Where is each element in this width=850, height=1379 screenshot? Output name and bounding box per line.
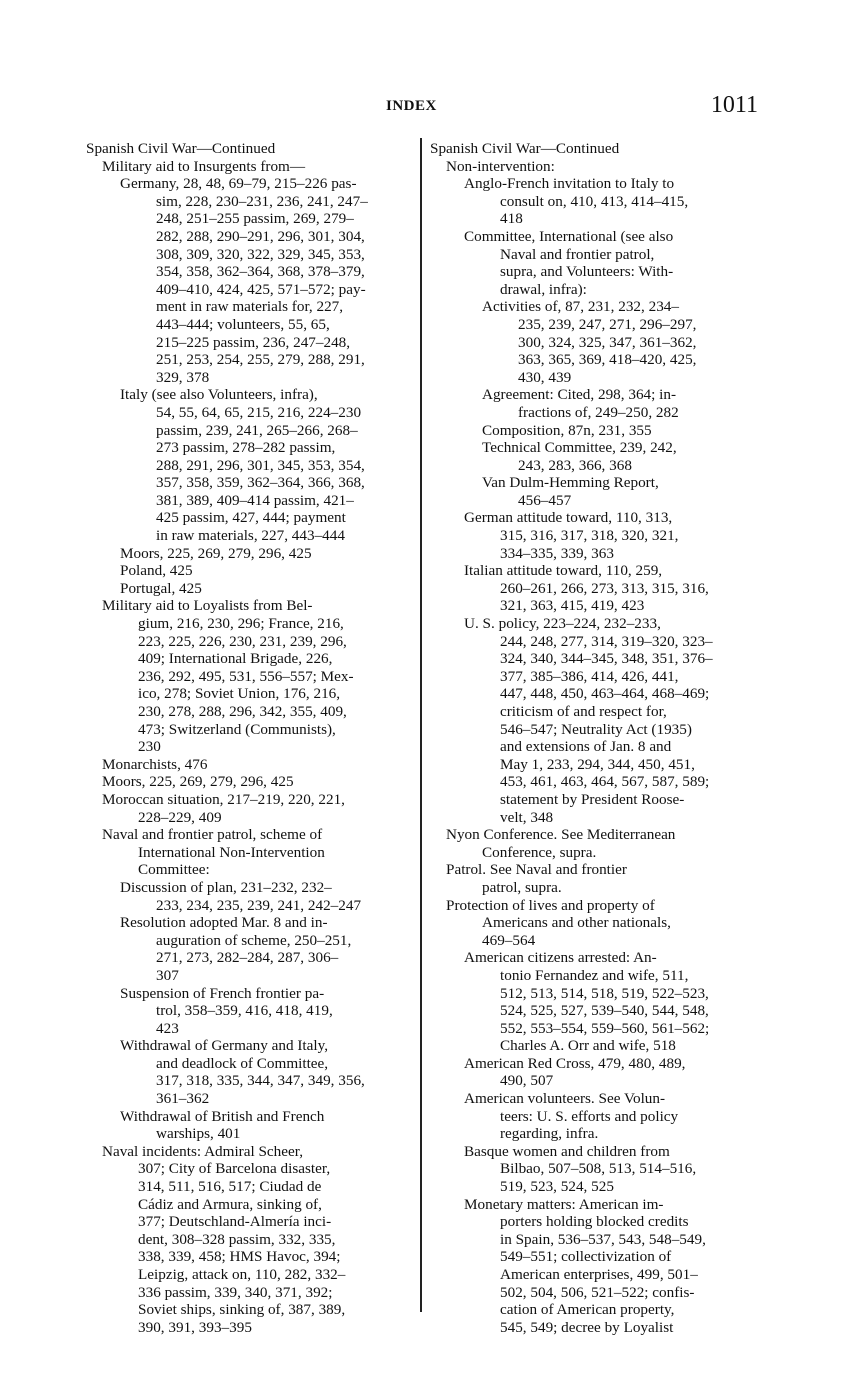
- index-line: 502, 504, 506, 521–522; confis-: [500, 1283, 695, 1301]
- index-line: Charles A. Orr and wife, 518: [500, 1037, 676, 1055]
- index-line: Patrol. See Naval and frontier: [446, 861, 627, 879]
- index-line: 490, 507: [500, 1072, 554, 1090]
- index-column-right: [430, 140, 760, 1336]
- index-line: 338, 339, 458; HMS Havoc, 394;: [138, 1248, 341, 1266]
- index-line: patrol, supra.: [482, 878, 562, 896]
- index-line: 361–362: [156, 1090, 210, 1108]
- index-line: American enterprises, 499, 501–: [500, 1266, 698, 1283]
- index-line: Non-intervention:: [446, 157, 555, 175]
- index-line: Withdrawal of Germany and Italy,: [120, 1037, 328, 1055]
- index-line: trol, 358–359, 416, 418, 419,: [156, 1002, 333, 1020]
- index-line: 251, 253, 254, 255, 279, 288, 291,: [156, 351, 365, 369]
- index-line: American volunteers. See Volun-: [464, 1090, 666, 1108]
- index-line: 549–551; collectivization of: [500, 1248, 672, 1266]
- index-line: 233, 234, 235, 239, 241, 242–247: [156, 896, 362, 914]
- index-line: Poland, 425: [120, 562, 193, 580]
- index-line: 524, 525, 527, 539–540, 544, 548,: [500, 1002, 709, 1020]
- index-line: 271, 273, 282–284, 287, 306–: [156, 949, 339, 967]
- index-line: Germany, 28, 48, 69–79, 215–226 pas-: [120, 175, 357, 193]
- index-line: passim, 239, 241, 265–266, 268–: [156, 421, 358, 439]
- index-line: 324, 340, 344–345, 348, 351, 376–: [500, 650, 713, 668]
- index-line: 315, 316, 317, 318, 320, 321,: [500, 527, 679, 545]
- index-line: 456–457: [518, 491, 572, 509]
- index-line: 244, 248, 277, 314, 319–320, 323–: [500, 632, 713, 650]
- index-line: American Red Cross, 479, 480, 489,: [464, 1054, 686, 1072]
- index-line: 423: [156, 1019, 179, 1037]
- index-line: 248, 251–255 passim, 269, 279–: [156, 210, 354, 228]
- index-line: Committee, International (see also: [464, 227, 674, 245]
- index-line: cation of American property,: [500, 1301, 675, 1319]
- index-line: 260–261, 266, 273, 313, 315, 316,: [500, 579, 709, 597]
- index-line: 336 passim, 339, 340, 371, 392;: [138, 1283, 333, 1301]
- index-line: 381, 389, 409–414 passim, 421–: [156, 491, 354, 509]
- index-line: Americans and other nationals,: [482, 914, 671, 932]
- index-line: Soviet ships, sinking of, 387, 389,: [138, 1301, 346, 1319]
- index-column-left: [86, 140, 416, 1336]
- index-line: Composition, 87n, 231, 355: [482, 421, 652, 439]
- index-line: 473; Switzerland (Communists),: [138, 720, 336, 738]
- index-line: Military aid to Insurgents from—: [102, 157, 306, 175]
- index-line: 430, 439: [518, 368, 572, 386]
- index-line: 307: [156, 966, 179, 984]
- index-line: International Non-Intervention: [138, 843, 325, 861]
- index-line: 288, 291, 296, 301, 345, 353, 354,: [156, 456, 365, 474]
- index-line: drawal, infra):: [500, 280, 587, 298]
- column-divider: [420, 138, 422, 1312]
- index-line: 425 passim, 427, 444; payment: [156, 509, 346, 527]
- index-line: Suspension of French frontier pa-: [120, 984, 325, 1002]
- index-line: Cádiz and Armura, sinking of,: [138, 1195, 322, 1213]
- index-line: in raw materials, 227, 443–444: [156, 527, 345, 545]
- index-line: 54, 55, 64, 65, 215, 216, 224–230: [156, 403, 362, 421]
- index-line: Anglo-French invitation to Italy to: [464, 175, 675, 193]
- index-line: in Spain, 536–537, 543, 548–549,: [500, 1230, 706, 1248]
- index-line: 545, 549; decree by Loyalist: [500, 1318, 674, 1336]
- index-line: and deadlock of Committee,: [156, 1054, 329, 1072]
- index-line: 546–547; Neutrality Act (1935): [500, 720, 692, 738]
- index-line: 512, 513, 514, 518, 519, 522–523,: [500, 984, 709, 1002]
- index-line: auguration of scheme, 250–251,: [156, 931, 352, 949]
- index-line: 357, 358, 359, 362–364, 366, 368,: [156, 474, 365, 492]
- index-line: Protection of lives and property of: [446, 896, 655, 914]
- index-line: May 1, 233, 294, 344, 450, 451,: [500, 755, 695, 773]
- index-line: Withdrawal of British and French: [120, 1107, 325, 1125]
- running-title: INDEX: [386, 98, 437, 114]
- index-line: 243, 283, 366, 368: [518, 456, 632, 474]
- index-line: 418: [500, 210, 523, 228]
- index-line: 453, 461, 463, 464, 567, 587, 589;: [500, 773, 710, 791]
- index-line: 377, 385–386, 414, 426, 441,: [500, 667, 679, 685]
- index-line: 519, 523, 524, 525: [500, 1178, 614, 1196]
- index-line: Portugal, 425: [120, 579, 202, 597]
- index-line: 469–564: [482, 931, 536, 949]
- index-line: warships, 401: [156, 1125, 241, 1143]
- index-line: supra, and Volunteers: With-: [500, 263, 674, 281]
- index-line: Basque women and children from: [464, 1142, 670, 1160]
- index-line: 235, 239, 247, 271, 296–297,: [518, 315, 697, 333]
- index-line: Resolution adopted Mar. 8 and in-: [120, 914, 328, 932]
- index-line: fractions of, 249–250, 282: [518, 403, 679, 421]
- index-line: Italy (see also Volunteers, infra),: [120, 386, 318, 404]
- index-line: Agreement: Cited, 298, 364; in-: [482, 386, 677, 404]
- index-line: criticism of and respect for,: [500, 703, 667, 720]
- index-line: 300, 324, 325, 347, 361–362,: [518, 333, 697, 351]
- index-line: 230, 278, 288, 296, 342, 355, 409,: [138, 703, 347, 720]
- index-line: 273 passim, 278–282 passim,: [156, 439, 336, 457]
- index-line: dent, 308–328 passim, 332, 335,: [138, 1230, 336, 1248]
- index-line: 317, 318, 335, 344, 347, 349, 356,: [156, 1072, 365, 1090]
- index-line: Committee:: [138, 861, 210, 879]
- index-line: regarding, infra.: [500, 1125, 599, 1143]
- index-line: 308, 309, 320, 322, 329, 345, 353,: [156, 245, 365, 263]
- index-line: 409–410, 424, 425, 571–572; pay-: [156, 280, 366, 298]
- index-line: Military aid to Loyalists from Bel-: [102, 597, 313, 615]
- index-line: Italian attitude toward, 110, 259,: [464, 562, 663, 580]
- index-line: U. S. policy, 223–224, 232–233,: [464, 615, 661, 633]
- index-line: Naval incidents: Admiral Scheer,: [102, 1142, 303, 1160]
- index-line: Van Dulm-Hemming Report,: [482, 474, 659, 492]
- index-line: ico, 278; Soviet Union, 176, 216,: [138, 685, 341, 703]
- index-line: 236, 292, 495, 531, 556–557; Mex-: [138, 667, 354, 685]
- index-line: Spanish Civil War—Continued: [86, 140, 276, 157]
- index-line: 230: [138, 738, 161, 756]
- index-line: Moors, 225, 269, 279, 296, 425: [120, 544, 312, 562]
- index-line: 552, 553–554, 559–560, 561–562;: [500, 1019, 710, 1037]
- index-line: Leipzig, attack on, 110, 282, 332–: [138, 1266, 346, 1283]
- index-line: Nyon Conference. See Mediterranean: [446, 826, 676, 844]
- index-line: Technical Committee, 239, 242,: [482, 439, 677, 457]
- index-line: 363, 365, 369, 418–420, 425,: [518, 351, 697, 369]
- index-line: Monarchists, 476: [102, 755, 208, 773]
- index-line: Naval and frontier patrol,: [500, 245, 655, 263]
- index-line: statement by President Roose-: [500, 790, 685, 808]
- index-line: 228–229, 409: [138, 808, 222, 826]
- index-line: 334–335, 339, 363: [500, 544, 614, 562]
- index-line: 409; International Brigade, 226,: [138, 650, 333, 668]
- index-line: ment in raw materials for, 227,: [156, 298, 344, 316]
- index-line: and extensions of Jan. 8 and: [500, 738, 672, 756]
- index-line: Moors, 225, 269, 279, 296, 425: [102, 773, 294, 791]
- index-line: 307; City of Barcelona disaster,: [138, 1160, 331, 1178]
- index-line: 377; Deutschland-Almería inci-: [138, 1213, 332, 1231]
- index-line: Discussion of plan, 231–232, 232–: [120, 878, 332, 896]
- index-line: Conference, supra.: [482, 843, 597, 861]
- index-line: 443–444; volunteers, 55, 65,: [156, 315, 330, 333]
- page-number: 1011: [710, 92, 758, 118]
- index-line: 282, 288, 290–291, 296, 301, 304,: [156, 227, 365, 245]
- index-line: American citizens arrested: An-: [464, 949, 657, 967]
- index-line: Activities of, 87, 231, 232, 234–: [482, 298, 679, 316]
- index-line: 223, 225, 226, 230, 231, 239, 296,: [138, 632, 347, 650]
- index-line: 321, 363, 415, 419, 423: [500, 597, 645, 615]
- index-line: Monetary matters: American im-: [464, 1195, 664, 1213]
- index-line: teers: U. S. efforts and policy: [500, 1107, 679, 1125]
- index-line: gium, 216, 230, 296; France, 216,: [138, 615, 344, 633]
- index-line: 447, 448, 450, 463–464, 468–469;: [500, 685, 710, 703]
- index-line: 390, 391, 393–395: [138, 1318, 252, 1336]
- index-line: Moroccan situation, 217–219, 220, 221,: [102, 790, 345, 808]
- index-line: 354, 358, 362–364, 368, 378–379,: [156, 263, 365, 281]
- index-line: 329, 378: [156, 368, 210, 386]
- index-line: porters holding blocked credits: [500, 1213, 689, 1231]
- index-line: Spanish Civil War—Continued: [430, 140, 620, 157]
- index-line: velt, 348: [500, 808, 554, 826]
- page-header: [0, 92, 850, 122]
- index-line: Bilbao, 507–508, 513, 514–516,: [500, 1160, 697, 1178]
- index-line: tonio Fernandez and wife, 511,: [500, 966, 689, 984]
- index-line: German attitude toward, 110, 313,: [464, 509, 673, 527]
- index-line: 215–225 passim, 236, 247–248,: [156, 333, 351, 351]
- index-line: Naval and frontier patrol, scheme of: [102, 826, 323, 844]
- index-line: 314, 511, 516, 517; Ciudad de: [138, 1178, 322, 1196]
- index-line: sim, 228, 230–231, 236, 241, 247–: [156, 192, 368, 210]
- index-line: consult on, 410, 413, 414–415,: [500, 192, 689, 210]
